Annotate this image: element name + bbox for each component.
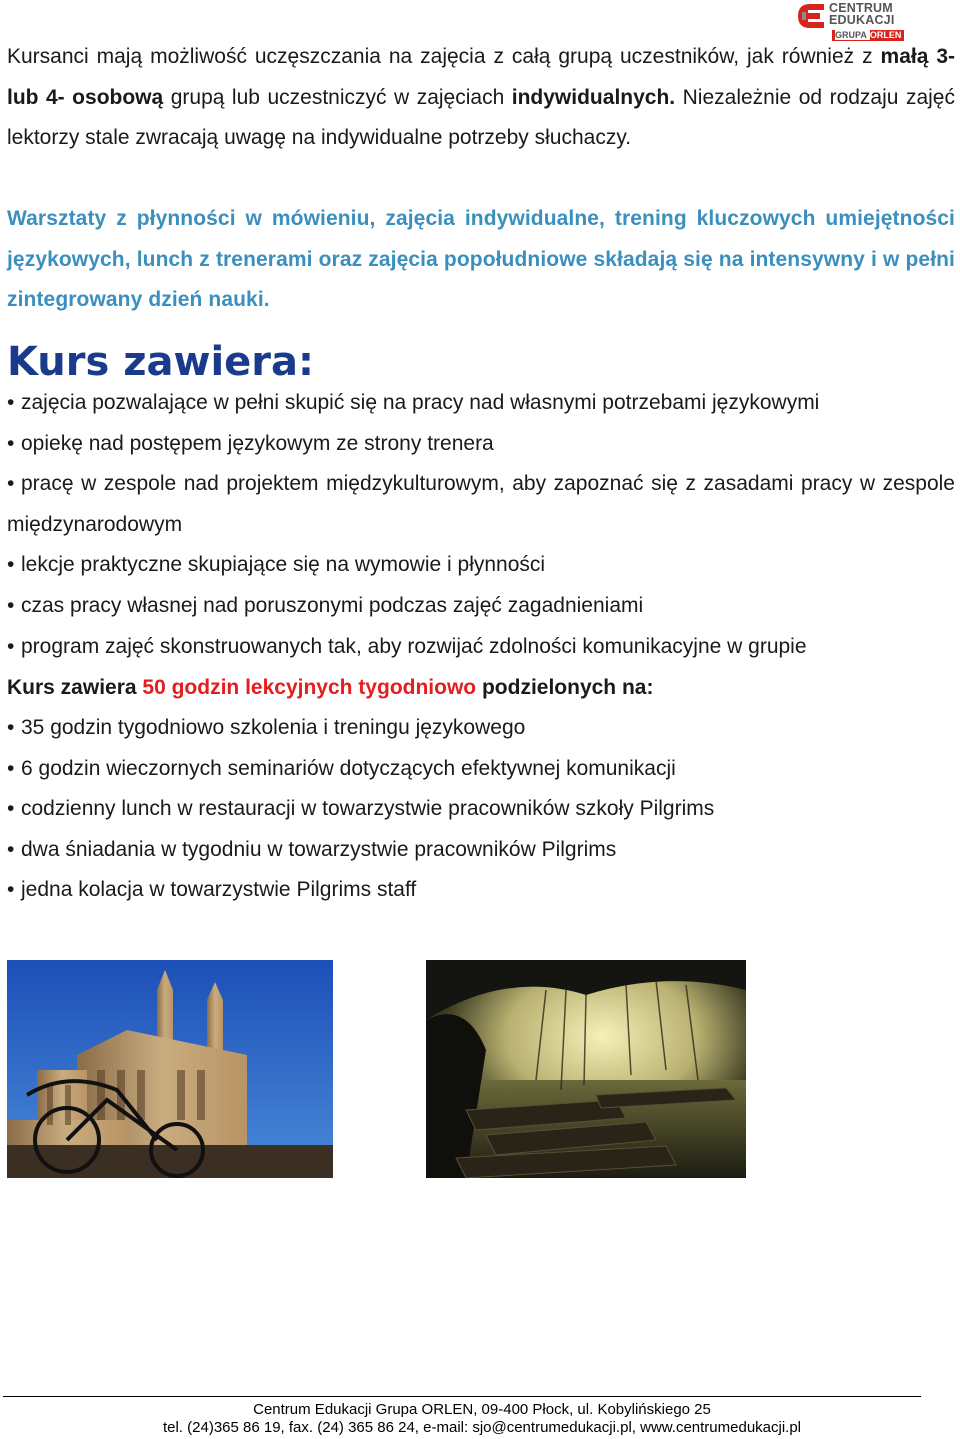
includes-list: [7, 383, 955, 667]
list-item: • pracę w zespole nad projektem międzykulturowym, aby zapoznać się z zasadami pracy w zespole międzynarodowym: [7, 464, 955, 545]
bullet: •: [7, 756, 15, 780]
river-punts-photo: [426, 960, 746, 1178]
bullet: •: [7, 472, 15, 496]
logo-e-icon: [796, 2, 826, 30]
intro-paragraph: [7, 37, 955, 159]
list-item: • 6 godzin wieczornych seminariów dotyczących efektywnej komunikacji: [7, 749, 955, 790]
kings-college-chapel-photo: [7, 960, 333, 1178]
intro-bold-1: małą 3- lub 4- osobową: [7, 45, 955, 109]
bullet: •: [7, 878, 15, 902]
list-item: • lekcje praktyczne skupiające się na wymowie i płynności: [7, 545, 955, 586]
list-item: • program zajęć skonstruowanych tak, aby rozwijać zdolności komunikacyjne w grupie: [7, 627, 955, 668]
bullet: •: [7, 593, 15, 617]
bullet: •: [7, 431, 15, 455]
list-item: • czas pracy własnej nad poruszonymi podczas zajęć zagadnieniami: [7, 586, 955, 627]
list-item: • zajęcia pozwalające w pełni skupić się na pracy nad własnymi potrzebami językowymi: [7, 383, 955, 424]
logo-text-edukacji: EDUKACJI: [829, 13, 895, 27]
list-item: • dwa śniadania w tygodniu w towarzystwie pracowników Pilgrims: [7, 830, 955, 871]
course-hours-summary: Kurs zawiera 50 godzin lekcyjnych tygodniowo podzielonych na:: [7, 676, 654, 699]
footer-address: Centrum Edukacji Grupa ORLEN, 09-400 Płock, ul. Kobylińskiego 25: [253, 1401, 711, 1418]
footer-contact: tel. (24)365 86 19, fax. (24) 365 86 24, e-mail: sjo@centrumedukacji.pl, www.centrumedukacji.pl: [162, 1419, 802, 1436]
list-item: • opiekę nad postępem językowym ze strony trenera: [7, 424, 955, 465]
bullet: •: [7, 797, 15, 821]
bullet: •: [7, 837, 15, 861]
list-item: • 35 godzin tygodniowo szkolenia i treningu językowego: [7, 708, 955, 749]
logo-badge-brand: ORLEN: [869, 30, 902, 40]
logo-badge-prefix: GRUPA: [835, 30, 870, 40]
footer-divider: [3, 1396, 921, 1397]
highlight-paragraph: Warsztaty z płynności w mówieniu, zajęcia indywidualne, trening kluczowych umiejętności językowych, lunch z trenerami oraz zajęcia popołudniowe składają się na intensywny i w pełni zintegrowany dzień nauki.: [7, 207, 955, 312]
bullet: •: [7, 716, 15, 739]
logo-text-centrum: CENTRUM: [829, 1, 893, 15]
centrum-edukacji-logo: [796, 0, 900, 42]
breakdown-list: [7, 708, 955, 911]
bullet: •: [7, 553, 15, 577]
intro-text-1: Kursanci mają możliwość uczęszczania na zajęcia z całą grupą uczestników, jak również z: [7, 45, 873, 68]
intro-bold-2: indywidualnych.: [511, 85, 676, 109]
bullet: •: [7, 391, 15, 414]
list-item: • jedna kolacja w towarzystwie Pilgrims staff: [7, 870, 955, 911]
hours-emphasis: 50 godzin lekcyjnych tygodniowo: [142, 676, 477, 699]
bullet: •: [7, 634, 15, 658]
course-includes-heading: Kurs zawiera:: [7, 339, 315, 385]
intro-text-3: Niezależnie od rodzaju zajęć lektorzy stale zwracają uwagę na indywidualne potrzeby słuchaczy.: [7, 85, 955, 150]
intro-text-2: grupą lub uczestniczyć w zajęciach: [163, 85, 512, 109]
list-item: • codzienny lunch w restauracji w towarzystwie pracowników szkoły Pilgrims: [7, 789, 955, 830]
